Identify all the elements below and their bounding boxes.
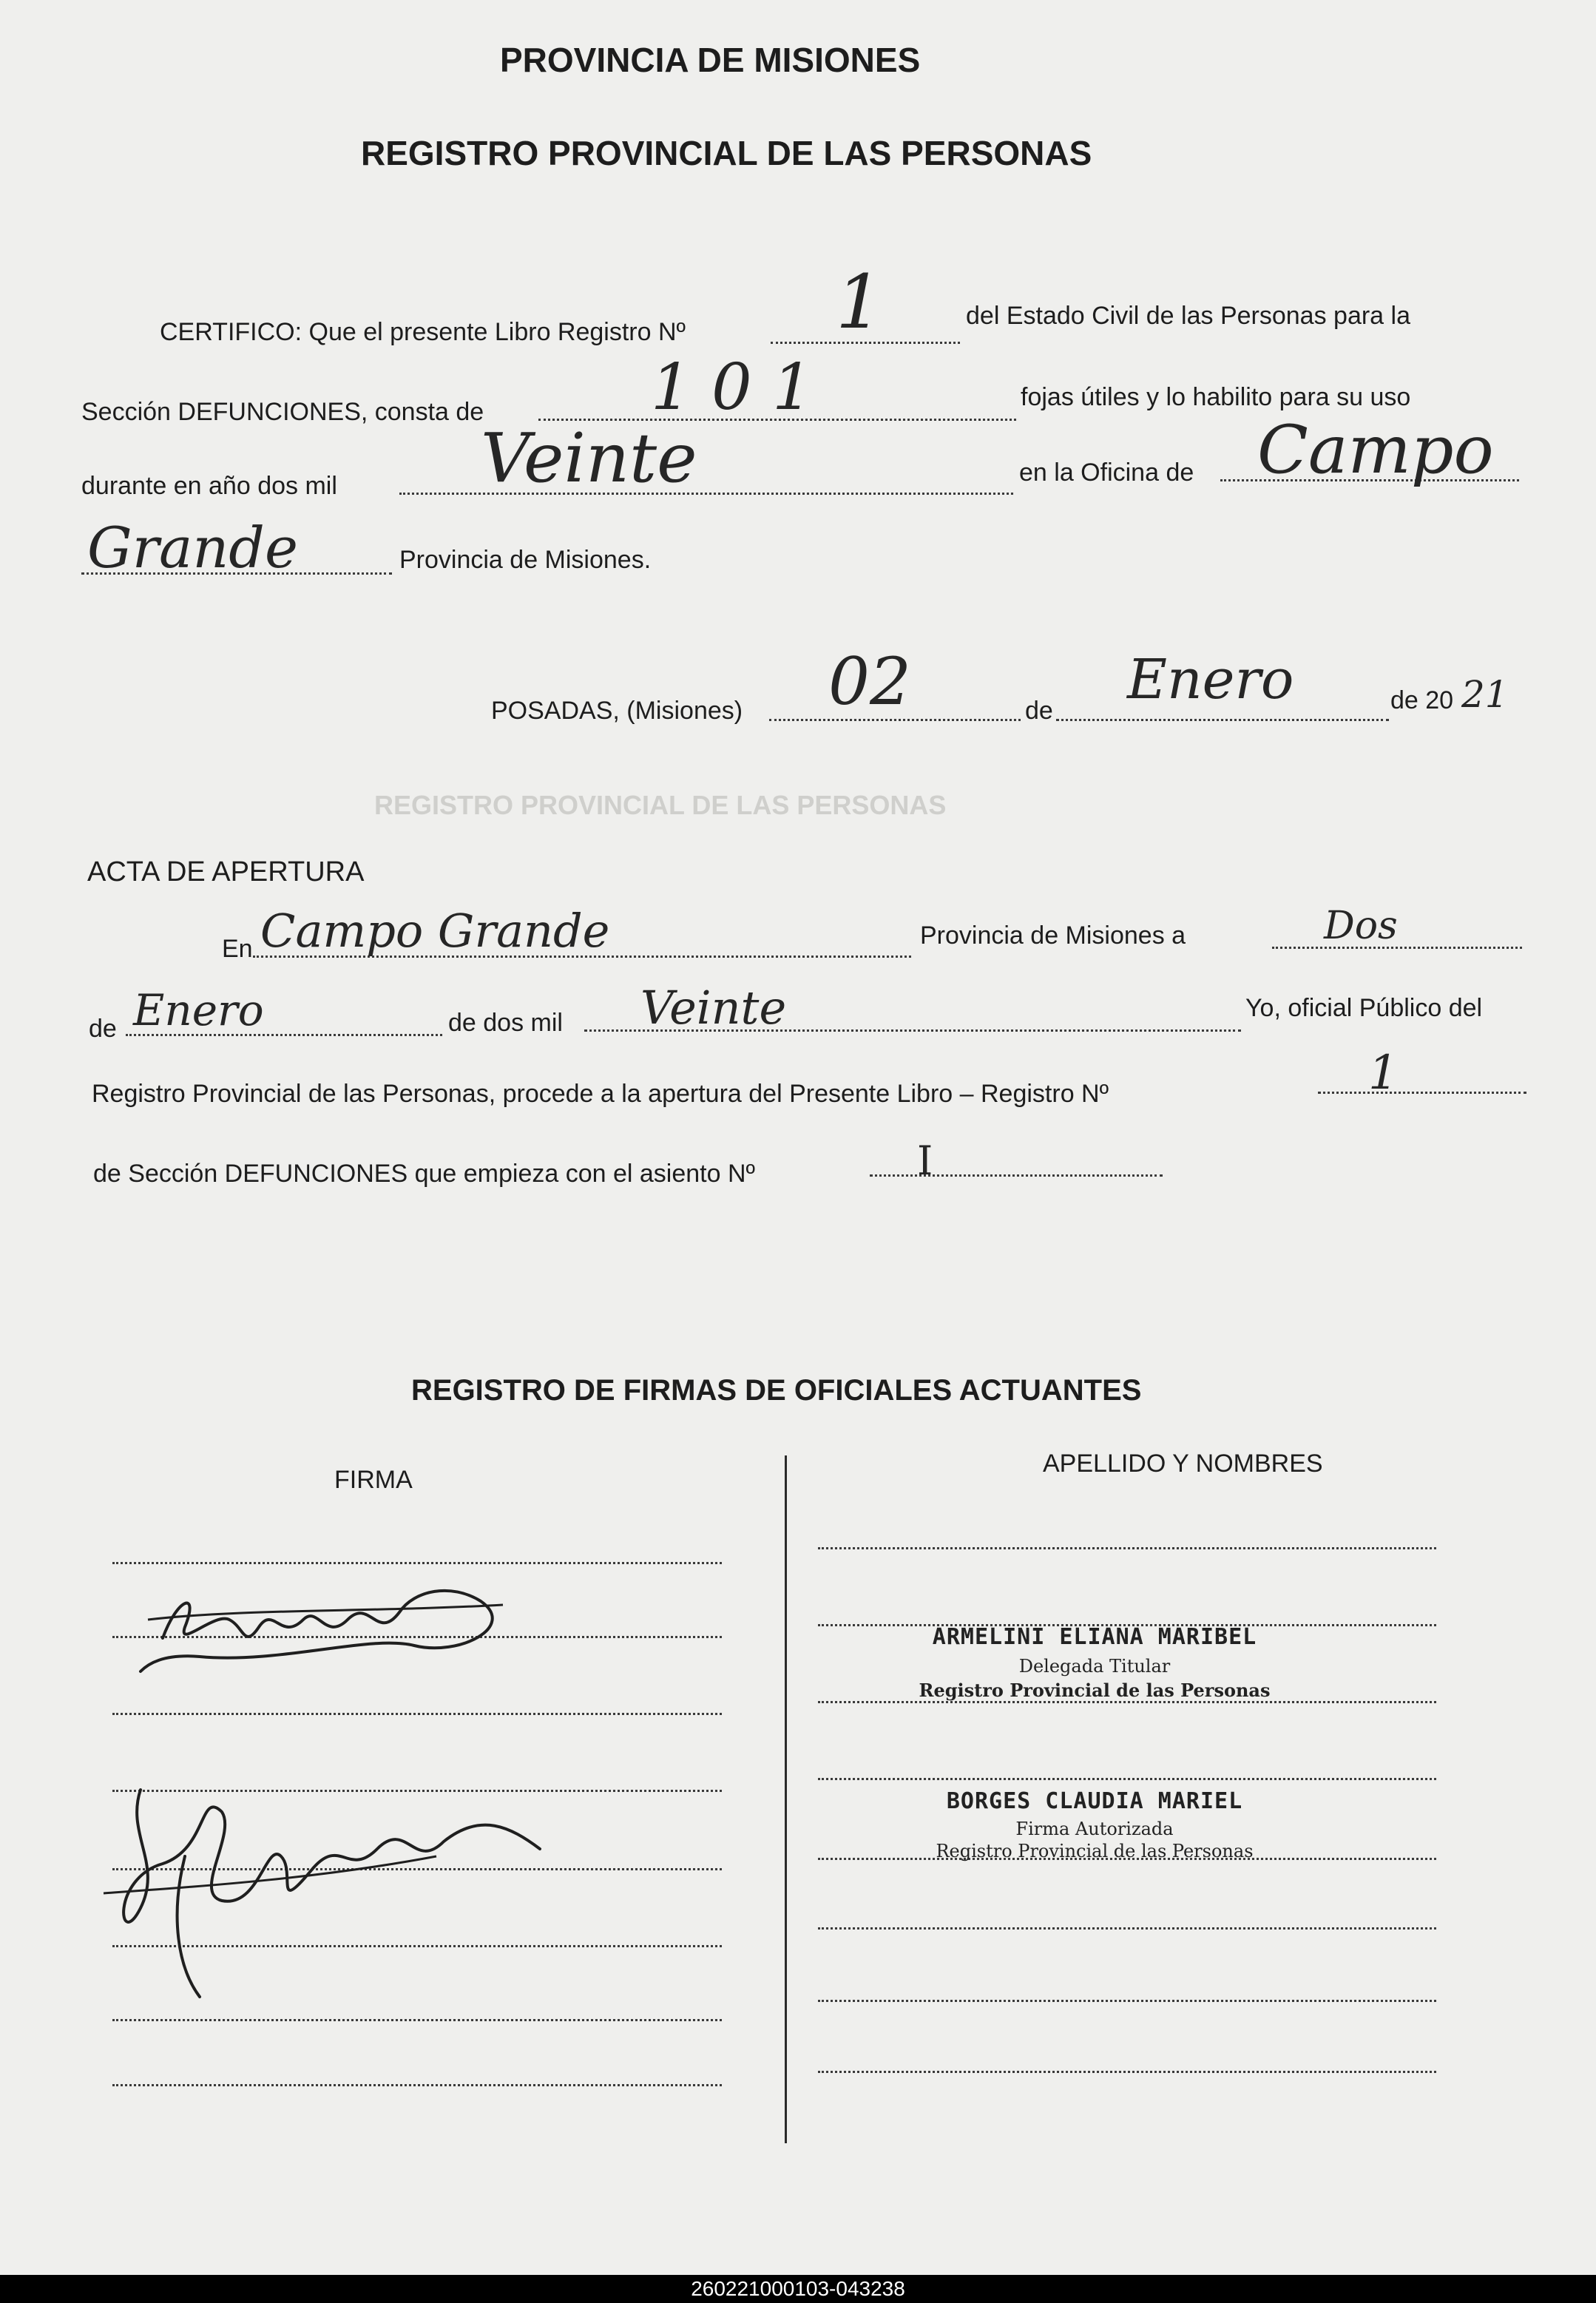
- column-divider: [785, 1455, 787, 2143]
- acta-line2-text-b: de dos mil: [448, 1009, 563, 1037]
- page-title: PROVINCIA DE MISIONES: [500, 41, 921, 79]
- name-line: [818, 1927, 1436, 1930]
- acta-line1-text-b: Provincia de Misiones a: [920, 921, 1186, 950]
- acta-line1-text-a: En: [222, 935, 253, 963]
- cert-line3-text-a: durante en año dos mil: [81, 472, 337, 500]
- name-line: [818, 1701, 1436, 1703]
- cert-line1-text-a: CERTIFICO: Que el presente Libro Registro Nº: [160, 318, 686, 346]
- acta-line1-handwriting: Campo Grande: [260, 904, 610, 958]
- page-subtitle: REGISTRO PROVINCIAL DE LAS PERSONAS: [361, 134, 1092, 172]
- cert-line3-text-b: en la Oficina de: [1019, 459, 1194, 487]
- acta-line2-handwriting2: Veinte: [640, 981, 787, 1035]
- name-line: [818, 2071, 1436, 2073]
- scan-id-footer: 260221000103-043238: [0, 2275, 1596, 2303]
- stamp-name: ARMELINI ELIANA MARIBEL: [932, 1624, 1257, 1650]
- cert-line1-handwriting: 1: [836, 259, 883, 345]
- acta-line4-blank: [870, 1174, 1163, 1177]
- date-place-label: POSADAS, (Misiones): [491, 697, 743, 725]
- cert-line1-text-b: del Estado Civil de las Personas para la: [966, 302, 1410, 330]
- cert-line4-handwriting: Grande: [87, 515, 298, 581]
- bleed-through-text: REGISTRO PROVINCIAL DE LAS PERSONAS: [374, 790, 947, 820]
- name-line: [818, 1778, 1436, 1780]
- stamp-org: Registro Provincial de las Personas: [919, 1680, 1271, 1701]
- signature-borges: [96, 1745, 569, 2019]
- stamp-borges: [858, 1788, 1331, 1861]
- sign-line: [112, 2084, 722, 2086]
- sign-line: [112, 1713, 722, 1715]
- acta-line3-handwriting: 1: [1368, 1046, 1399, 1100]
- cert-line3-handwriting2: Campo: [1257, 411, 1494, 489]
- cert-line2-text-a: Sección DEFUNCIONES, consta de: [81, 398, 484, 426]
- signatures-col-left-label: FIRMA: [334, 1466, 413, 1494]
- acta-line2-text-c: Yo, oficial Público del: [1245, 994, 1483, 1022]
- stamp-name: BORGES CLAUDIA MARIEL: [946, 1788, 1243, 1814]
- cert-line2-text-b: fojas útiles y lo habilito para su uso: [1021, 383, 1411, 411]
- acta-line1-handwriting2: Dos: [1324, 904, 1398, 948]
- signatures-heading: REGISTRO DE FIRMAS DE OFICIALES ACTUANTES: [411, 1374, 1142, 1407]
- acta-line3-blank: [1318, 1092, 1526, 1094]
- stamp-role: Firma Autorizada: [1015, 1819, 1174, 1839]
- cert-line2-handwriting: 1 0 1: [651, 351, 813, 425]
- stamp-role: Delegada Titular: [1018, 1656, 1171, 1677]
- acta-line2-text-a: de: [89, 1015, 117, 1043]
- date-year-handwriting: 21: [1461, 673, 1509, 716]
- acta-line3-text-a: Registro Provincial de las Personas, procede a la apertura del Presente Libro – Registro Nº: [92, 1080, 1109, 1108]
- acta-line2-handwriting: Enero: [133, 985, 264, 1035]
- date-month-blank: [1056, 719, 1389, 721]
- acta-heading: ACTA DE APERTURA: [87, 856, 365, 887]
- date-year-label: de 20: [1390, 686, 1454, 714]
- cert-line4-text-b: Provincia de Misiones.: [399, 546, 652, 574]
- date-day-handwriting: 02: [828, 643, 911, 720]
- cert-line3-handwriting: Veinte: [481, 419, 697, 498]
- date-de-label: de: [1025, 697, 1053, 725]
- sign-line: [112, 1562, 722, 1564]
- signatures-col-right-label: APELLIDO Y NOMBRES: [1043, 1450, 1323, 1478]
- sign-line: [112, 2019, 722, 2021]
- name-line: [818, 2000, 1436, 2002]
- stamp-org: Registro Provincial de las Personas: [936, 1841, 1254, 1861]
- stamp-armelini: [858, 1624, 1331, 1701]
- acta-line4-handwriting: I: [917, 1137, 933, 1184]
- date-month-handwriting: Enero: [1127, 648, 1294, 711]
- signature-armelini: [133, 1568, 532, 1686]
- name-line: [818, 1547, 1436, 1549]
- acta-line4-text-a: de Sección DEFUNCIONES que empieza con el asiento Nº: [93, 1160, 755, 1188]
